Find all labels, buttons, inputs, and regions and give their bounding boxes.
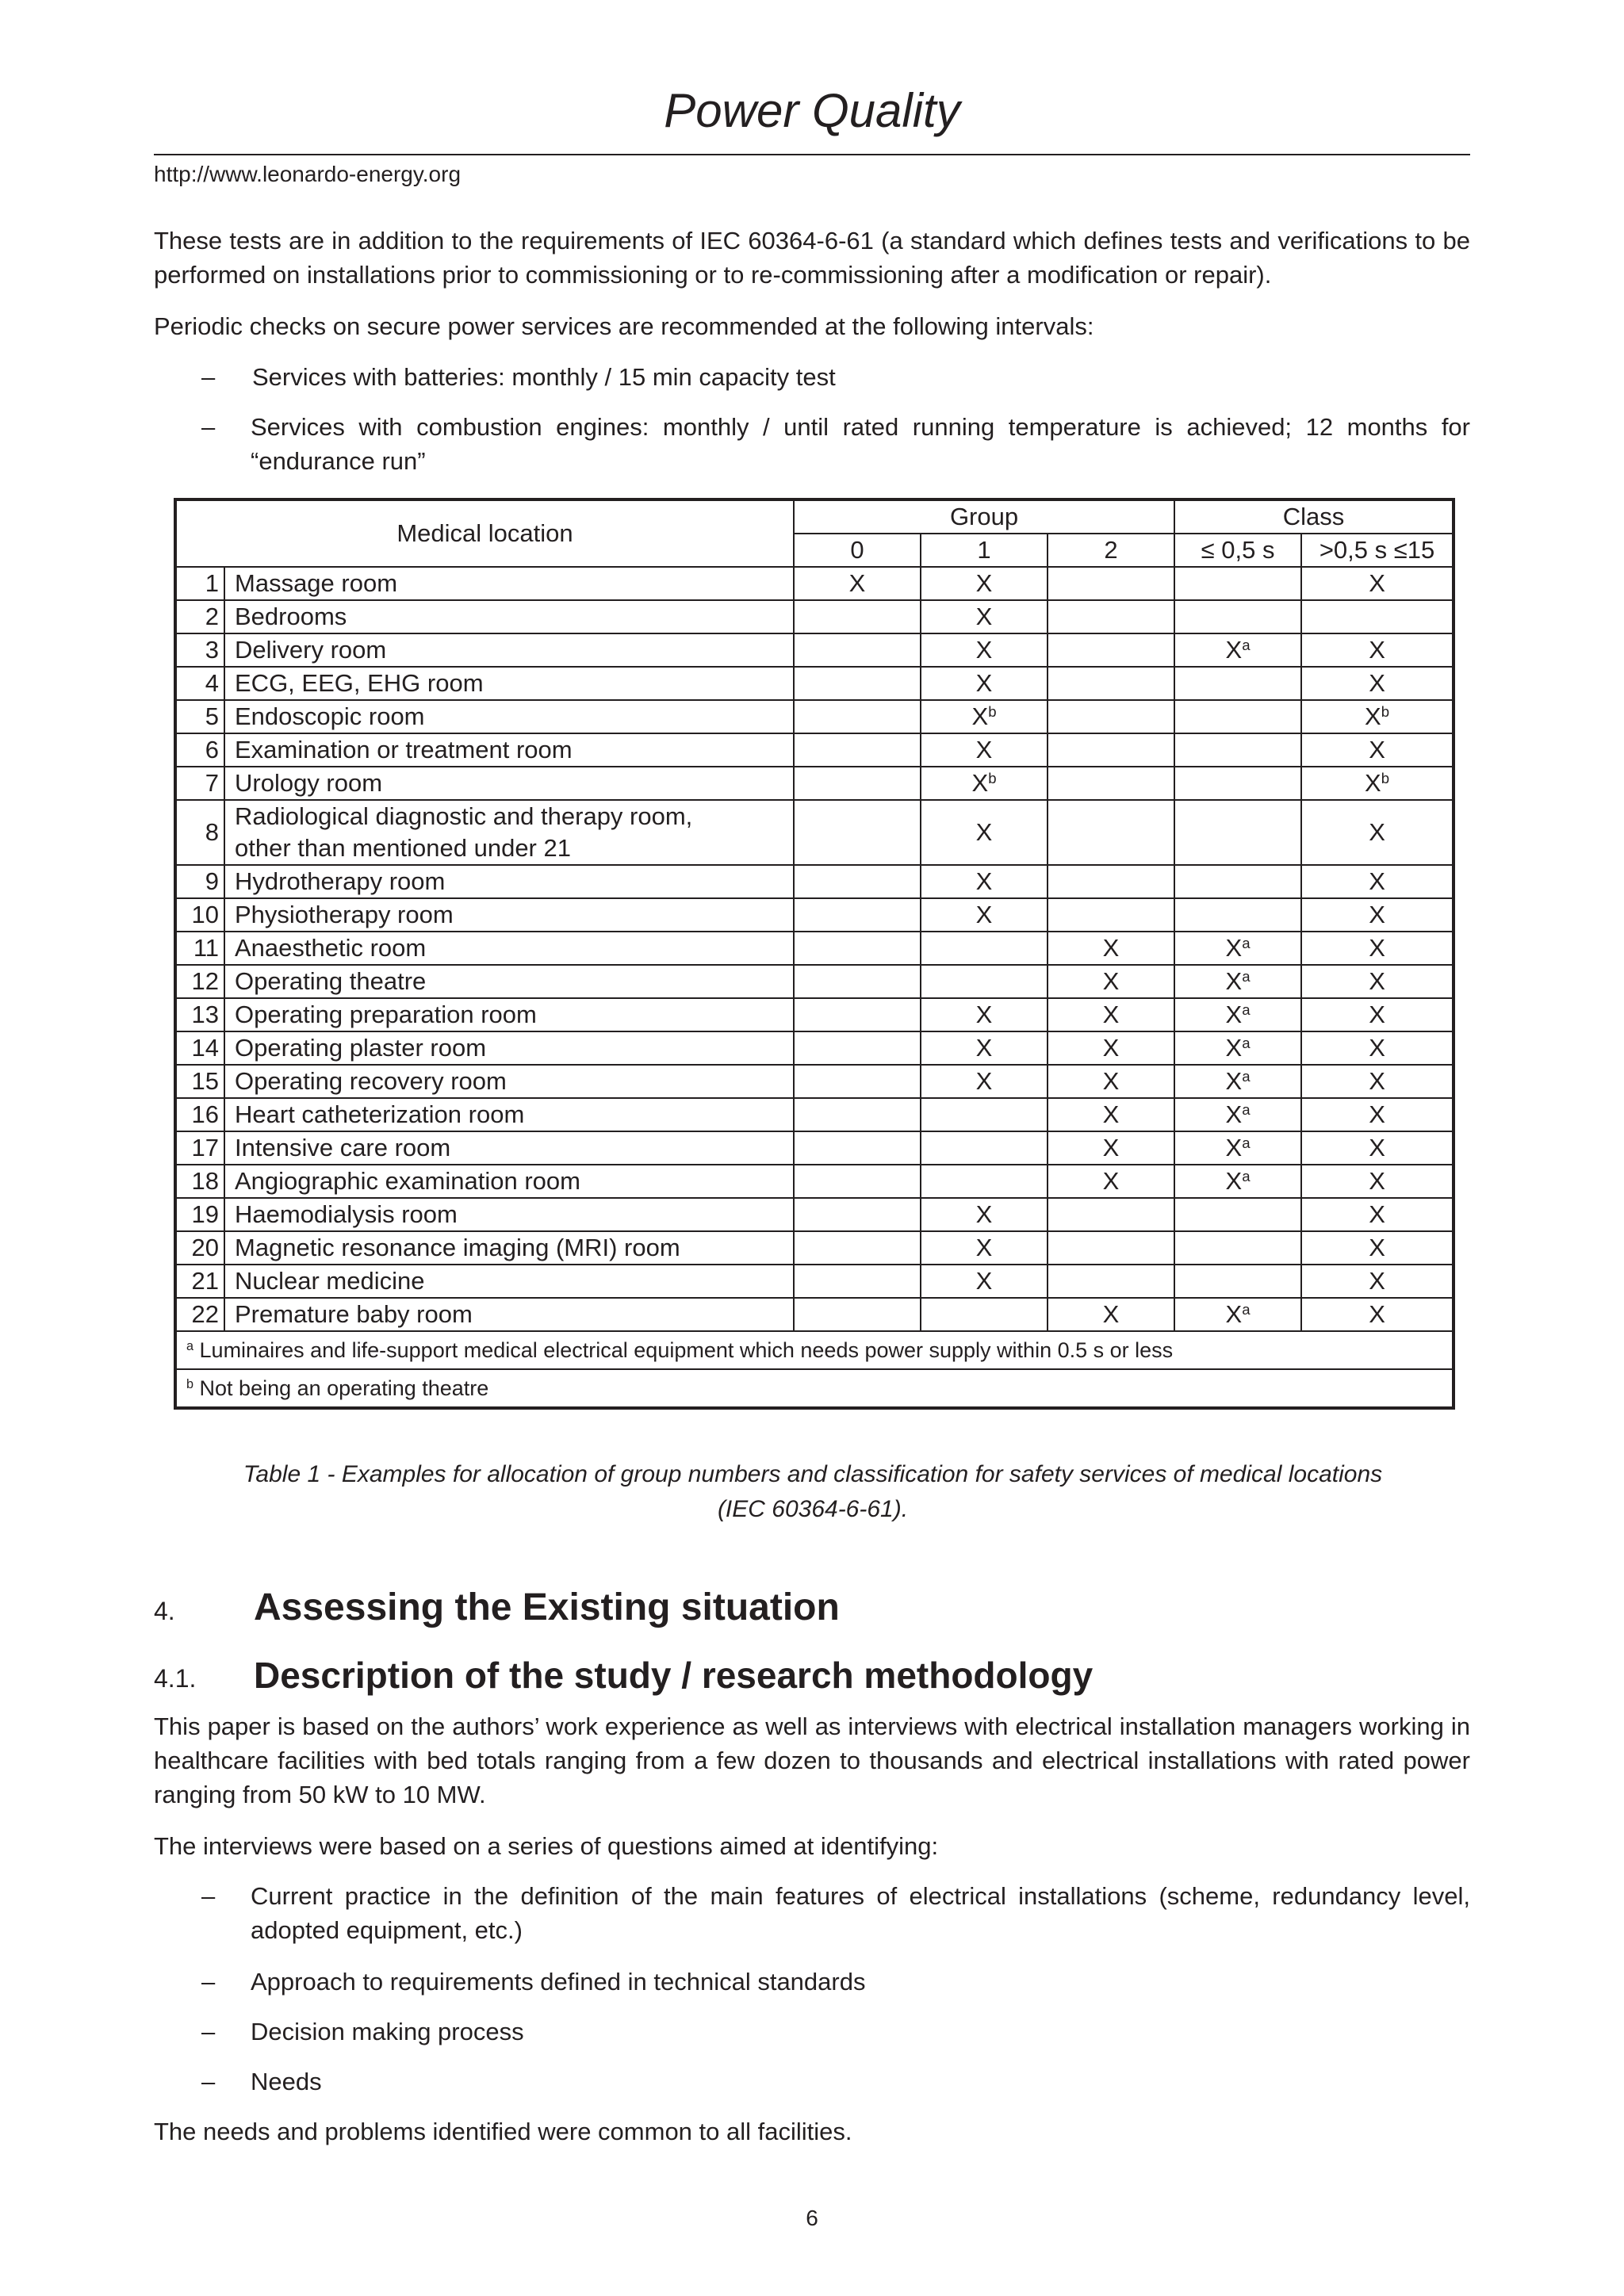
location-line-2: other than mentioned under 21: [235, 834, 571, 862]
section-4-1-paragraph-2: The interviews were based on a series of questions aimed at identifying:: [154, 1832, 939, 1860]
cell-c2: [1301, 1031, 1454, 1065]
cell-mark: X: [1102, 967, 1120, 995]
cell-mark: X: [1369, 1067, 1385, 1095]
section-4-1-paragraph-3: The needs and problems identified were common to all facilities.: [154, 2118, 852, 2145]
table-row: [175, 1265, 1454, 1298]
cell-footnote-marker: b: [1381, 702, 1390, 720]
cell-g0: [794, 1165, 921, 1198]
cell-c2: [1301, 700, 1454, 733]
cell-c1: [1174, 1131, 1301, 1165]
bullet-text: Services with batteries: monthly / 15 min capacity test: [252, 363, 836, 391]
cell-c1: [1174, 1198, 1301, 1231]
table-caption: [174, 1457, 1452, 1527]
medical-location-cell: Haemodialysis room: [224, 1198, 794, 1231]
cell-c2: [1301, 898, 1454, 932]
medical-location-cell: Premature baby room: [224, 1298, 794, 1331]
table-footnote-b-row: [175, 1369, 1454, 1408]
cell-c1: [1174, 1298, 1301, 1331]
cell-mark: X: [975, 1234, 993, 1261]
section-4-title: Assessing the Existing situation: [254, 1586, 840, 1628]
cell-footnote-marker: a: [1242, 967, 1251, 985]
row-number: 19: [175, 1198, 224, 1231]
cell-g1: [921, 1131, 1048, 1165]
cell-c1: [1174, 1065, 1301, 1098]
cell-g0: [794, 1031, 921, 1065]
cell-mark: X: [1102, 934, 1120, 962]
cell-mark: X: [1102, 1001, 1120, 1028]
footnote-marker-a: a: [186, 1339, 194, 1354]
cell-g1: [921, 865, 1048, 898]
cell-mark: X: [1225, 1001, 1243, 1028]
table-row: [175, 567, 1454, 600]
cell-c2: [1301, 1098, 1454, 1131]
table-row: [175, 1065, 1454, 1098]
cell-footnote-marker: b: [988, 702, 997, 720]
medical-location-cell: Nuclear medicine: [224, 1265, 794, 1298]
bullet-text: Approach to requirements defined in technical standards: [251, 1968, 866, 1996]
cell-g0: [794, 1265, 921, 1298]
medical-location-cell: Endoscopic room: [224, 700, 794, 733]
table-row: [175, 1298, 1454, 1331]
cell-g2: [1048, 998, 1174, 1031]
cell-mark: X: [1225, 1300, 1243, 1328]
cell-g0: [794, 898, 921, 932]
cell-mark: X: [1369, 1167, 1385, 1195]
cell-mark: X: [1102, 1134, 1120, 1161]
cell-g2: [1048, 600, 1174, 633]
cell-footnote-marker: b: [988, 769, 997, 786]
table-row: [175, 1231, 1454, 1265]
allocation-table: [174, 498, 1455, 1410]
cell-g1: [921, 932, 1048, 965]
cell-footnote-marker: a: [1242, 1034, 1251, 1051]
cell-mark: X: [975, 1200, 993, 1228]
cell-c1: [1174, 633, 1301, 667]
cell-c2: [1301, 998, 1454, 1031]
intro-paragraph-1: These tests are in addition to the requirements of IEC 60364-6-61 (a standard which defines tests and verifications to be performed on installations prior to commissioning or to re-commissioning after a modification or repair).: [154, 227, 1470, 289]
cell-g1: [921, 1165, 1048, 1198]
cell-mark: X: [1369, 901, 1385, 928]
cell-mark: X: [1225, 934, 1243, 962]
cell-g2: [1048, 1131, 1174, 1165]
cell-mark: X: [975, 1034, 993, 1062]
cell-mark: X: [1369, 1100, 1385, 1128]
cell-mark: X: [1369, 818, 1385, 846]
medical-location-cell: Intensive care room: [224, 1131, 794, 1165]
cell-g2: [1048, 767, 1174, 800]
table-row: [175, 600, 1454, 633]
cell-g0: [794, 633, 921, 667]
cell-mark: X: [1102, 1100, 1120, 1128]
cell-g1: [921, 1098, 1048, 1131]
section-4-1-paragraph-1: This paper is based on the authors’ work experience as well as interviews with electrical installation managers working in healthcare facilities with bed totals ranging from a few dozen to thousands and electrical installations with rated power ranging from 50 kW to 10 MW.: [154, 1712, 1470, 1808]
bullet-dash: –: [201, 413, 216, 441]
cell-c2: [1301, 1065, 1454, 1098]
cell-footnote-marker: a: [1242, 1001, 1251, 1018]
medical-location-cell: Examination or treatment room: [224, 733, 794, 767]
table-row: [175, 898, 1454, 932]
cell-mark: X: [1369, 1001, 1385, 1028]
medical-location-cell: Delivery room: [224, 633, 794, 667]
medical-location-cell: Operating recovery room: [224, 1065, 794, 1098]
cell-g2: [1048, 1098, 1174, 1131]
cell-g2: [1048, 932, 1174, 965]
table-row: [175, 1031, 1454, 1065]
cell-mark: X: [1102, 1167, 1120, 1195]
medical-location-cell: Heart catheterization room: [224, 1098, 794, 1131]
cell-c2: [1301, 1198, 1454, 1231]
cell-g0: [794, 865, 921, 898]
row-number: 18: [175, 1165, 224, 1198]
cell-footnote-marker: a: [1242, 1300, 1251, 1318]
header-group: Group: [794, 499, 1174, 534]
cell-g0: [794, 1298, 921, 1331]
bullet-text: Current practice in the definition of the main features of electrical installations (scheme, redundancy level, adopted equipment, etc.): [251, 1882, 1470, 1944]
row-number: 4: [175, 667, 224, 700]
cell-mark: X: [1365, 769, 1381, 797]
cell-c2: [1301, 633, 1454, 667]
cell-c2: [1301, 1231, 1454, 1265]
row-number: 13: [175, 998, 224, 1031]
table-row: [175, 1165, 1454, 1198]
caption-line-1: Table 1 - Examples for allocation of group numbers and classification for safety services of medical locations: [243, 1461, 1383, 1487]
cell-c1: [1174, 667, 1301, 700]
cell-footnote-marker: a: [1242, 1134, 1251, 1151]
cell-g1: [921, 1198, 1048, 1231]
cell-g0: [794, 932, 921, 965]
cell-mark: X: [1369, 1234, 1385, 1261]
cell-c2: [1301, 567, 1454, 600]
cell-g1: [921, 1265, 1048, 1298]
cell-mark: X: [1225, 1100, 1243, 1128]
cell-g1: [921, 767, 1048, 800]
cell-c1: [1174, 998, 1301, 1031]
table-row: [175, 1098, 1454, 1131]
cell-g2: [1048, 800, 1174, 865]
cell-g1: [921, 733, 1048, 767]
header-class-long: >0,5 s ≤15: [1301, 534, 1454, 567]
header-url: http://www.leonardo-energy.org: [154, 162, 462, 186]
bullet-dash: –: [201, 2068, 216, 2095]
page-number: 6: [806, 2206, 818, 2230]
row-number: 3: [175, 633, 224, 667]
table-footnote-a-row: [175, 1331, 1454, 1369]
cell-g2: [1048, 667, 1174, 700]
table-row: [175, 865, 1454, 898]
header-divider: [154, 154, 1470, 155]
cell-mark: X: [1225, 1167, 1243, 1195]
row-number: 11: [175, 932, 224, 965]
cell-g1: [921, 567, 1048, 600]
cell-mark: X: [1369, 1267, 1385, 1295]
cell-g0: [794, 733, 921, 767]
footnote-a-text: Luminaires and life-support medical electrical equipment which needs power supply within 0.5 s or less: [199, 1338, 1174, 1362]
footnote-a: [175, 1331, 1454, 1369]
cell-mark: X: [975, 1001, 993, 1028]
bullet-dash: –: [201, 2018, 216, 2045]
header-class: Class: [1174, 499, 1454, 534]
row-number: 10: [175, 898, 224, 932]
cell-c2: [1301, 600, 1454, 633]
section-4-1-number: 4.1.: [154, 1664, 197, 1693]
bullet-text: Needs: [251, 2068, 322, 2095]
bullet-dash: –: [201, 1968, 216, 1996]
row-number: 14: [175, 1031, 224, 1065]
cell-c1: [1174, 567, 1301, 600]
cell-mark: X: [1102, 1300, 1120, 1328]
cell-mark: X: [975, 669, 993, 697]
cell-g1: [921, 700, 1048, 733]
cell-g0: [794, 1198, 921, 1231]
table-row: [175, 998, 1454, 1031]
cell-g0: [794, 667, 921, 700]
cell-mark: X: [975, 636, 993, 664]
cell-c1: [1174, 1098, 1301, 1131]
row-number: 15: [175, 1065, 224, 1098]
cell-g1: [921, 998, 1048, 1031]
cell-g2: [1048, 1265, 1174, 1298]
cell-g0: [794, 998, 921, 1031]
table-row: [175, 633, 1454, 667]
cell-g0: [794, 800, 921, 865]
cell-mark: X: [975, 736, 993, 763]
row-number: 22: [175, 1298, 224, 1331]
location-line-1: Radiological diagnostic and therapy room,: [235, 802, 693, 830]
cell-g2: [1048, 865, 1174, 898]
cell-footnote-marker: b: [1381, 769, 1390, 786]
table-row: [175, 800, 1454, 865]
section-4-number: 4.: [154, 1597, 175, 1625]
cell-g2: [1048, 1065, 1174, 1098]
cell-footnote-marker: a: [1242, 636, 1251, 653]
cell-c1: [1174, 1231, 1301, 1265]
cell-g0: [794, 1098, 921, 1131]
cell-c1: [1174, 733, 1301, 767]
table-row: [175, 932, 1454, 965]
medical-location-cell: Operating plaster room: [224, 1031, 794, 1065]
medical-location-cell: Massage room: [224, 567, 794, 600]
medical-location-cell: Bedrooms: [224, 600, 794, 633]
cell-g1: [921, 1065, 1048, 1098]
row-number: 16: [175, 1098, 224, 1131]
cell-g1: [921, 965, 1048, 998]
cell-c1: [1174, 932, 1301, 965]
cell-c2: [1301, 865, 1454, 898]
bullet-text: Decision making process: [251, 2018, 524, 2045]
cell-g0: [794, 567, 921, 600]
cell-mark: X: [971, 769, 989, 797]
row-number: 8: [175, 800, 224, 865]
row-number: 20: [175, 1231, 224, 1265]
header-class-short: ≤ 0,5 s: [1174, 534, 1301, 567]
cell-c2: [1301, 965, 1454, 998]
cell-g2: [1048, 1231, 1174, 1265]
table-row: [175, 1131, 1454, 1165]
cell-g1: [921, 1298, 1048, 1331]
cell-footnote-marker: a: [1242, 1067, 1251, 1085]
cell-mark: X: [1102, 1034, 1120, 1062]
cell-mark: X: [1369, 669, 1385, 697]
cell-c2: [1301, 733, 1454, 767]
cell-c1: [1174, 700, 1301, 733]
cell-mark: X: [975, 1267, 993, 1295]
cell-c1: [1174, 898, 1301, 932]
cell-mark: X: [975, 1067, 993, 1095]
table-row: [175, 733, 1454, 767]
table-row: [175, 965, 1454, 998]
caption-line-2: (IEC 60364-6-61).: [717, 1496, 909, 1522]
cell-g0: [794, 965, 921, 998]
cell-mark: X: [1369, 1134, 1385, 1161]
cell-c1: [1174, 1031, 1301, 1065]
row-number: 21: [175, 1265, 224, 1298]
cell-g2: [1048, 1165, 1174, 1198]
cell-mark: X: [971, 702, 989, 730]
cell-g1: [921, 667, 1048, 700]
cell-g2: [1048, 1198, 1174, 1231]
cell-g2: [1048, 733, 1174, 767]
cell-mark: X: [1369, 934, 1385, 962]
medical-location-cell: Magnetic resonance imaging (MRI) room: [224, 1231, 794, 1265]
cell-mark: X: [1369, 1200, 1385, 1228]
cell-g0: [794, 700, 921, 733]
cell-g0: [794, 1231, 921, 1265]
cell-mark: X: [975, 818, 993, 846]
cell-c2: [1301, 932, 1454, 965]
medical-location-cell: [224, 800, 794, 865]
cell-c1: [1174, 800, 1301, 865]
table-header-row-1: [175, 499, 1454, 534]
bullet-dash: –: [201, 1882, 216, 1910]
row-number: 12: [175, 965, 224, 998]
table-row: [175, 1198, 1454, 1231]
cell-g2: [1048, 1031, 1174, 1065]
cell-mark: X: [1369, 1300, 1385, 1328]
header-medical-location: Medical location: [175, 499, 794, 567]
medical-location-cell: Urology room: [224, 767, 794, 800]
footnote-marker-b: b: [186, 1377, 194, 1392]
cell-g0: [794, 1131, 921, 1165]
medical-location-cell: Operating preparation room: [224, 998, 794, 1031]
cell-footnote-marker: a: [1242, 1167, 1251, 1184]
medical-location-cell: ECG, EEG, EHG room: [224, 667, 794, 700]
bullet-text: Services with combustion engines: monthly / until rated running temperature is achieved; 12 months for “endurance run”: [251, 413, 1470, 475]
cell-mark: X: [848, 569, 866, 597]
table-row: [175, 767, 1454, 800]
cell-mark: X: [1369, 736, 1385, 763]
section-4-1-title: Description of the study / research methodology: [254, 1655, 1094, 1696]
table-body: [175, 567, 1454, 1331]
cell-mark: X: [975, 901, 993, 928]
cell-c2: [1301, 1165, 1454, 1198]
medical-location-cell: Hydrotherapy room: [224, 865, 794, 898]
running-header-title: Power Quality: [664, 84, 960, 137]
cell-mark: X: [1225, 1067, 1243, 1095]
cell-mark: X: [1369, 1034, 1385, 1062]
cell-mark: X: [1102, 1067, 1120, 1095]
cell-mark: X: [1365, 702, 1381, 730]
cell-g1: [921, 1031, 1048, 1065]
cell-g0: [794, 600, 921, 633]
cell-c2: [1301, 667, 1454, 700]
cell-g2: [1048, 700, 1174, 733]
cell-c1: [1174, 1265, 1301, 1298]
cell-c2: [1301, 1298, 1454, 1331]
cell-g2: [1048, 567, 1174, 600]
cell-g2: [1048, 1298, 1174, 1331]
cell-mark: X: [1225, 636, 1243, 664]
footnote-b-text: Not being an operating theatre: [199, 1376, 489, 1400]
row-number: 7: [175, 767, 224, 800]
row-number: 6: [175, 733, 224, 767]
row-number: 9: [175, 865, 224, 898]
cell-mark: X: [1225, 1034, 1243, 1062]
medical-location-cell: Anaesthetic room: [224, 932, 794, 965]
table-row: [175, 700, 1454, 733]
cell-c2: [1301, 767, 1454, 800]
row-number: 1: [175, 567, 224, 600]
medical-location-cell: Angiographic examination room: [224, 1165, 794, 1198]
header-group-0: 0: [794, 534, 921, 567]
row-number: 2: [175, 600, 224, 633]
cell-mark: X: [1225, 1134, 1243, 1161]
cell-mark: X: [1369, 636, 1385, 664]
row-number: 5: [175, 700, 224, 733]
cell-mark: X: [975, 569, 993, 597]
cell-g1: [921, 800, 1048, 865]
cell-mark: X: [975, 867, 993, 895]
cell-g1: [921, 898, 1048, 932]
row-number: 17: [175, 1131, 224, 1165]
cell-g2: [1048, 898, 1174, 932]
cell-c1: [1174, 965, 1301, 998]
cell-mark: X: [1369, 867, 1385, 895]
bullet-dash: –: [201, 363, 216, 391]
cell-c1: [1174, 865, 1301, 898]
intro-paragraph-2: Periodic checks on secure power services are recommended at the following intervals:: [154, 312, 1094, 340]
cell-g0: [794, 767, 921, 800]
cell-c1: [1174, 600, 1301, 633]
cell-c1: [1174, 767, 1301, 800]
cell-g2: [1048, 633, 1174, 667]
cell-mark: X: [1369, 967, 1385, 995]
cell-mark: X: [1225, 967, 1243, 995]
cell-mark: X: [1369, 569, 1385, 597]
header-group-2: 2: [1048, 534, 1174, 567]
cell-c2: [1301, 1265, 1454, 1298]
cell-g0: [794, 1065, 921, 1098]
header-group-1: 1: [921, 534, 1048, 567]
footnote-b: [175, 1369, 1454, 1408]
cell-c1: [1174, 1165, 1301, 1198]
cell-g1: [921, 600, 1048, 633]
cell-g1: [921, 1231, 1048, 1265]
cell-footnote-marker: a: [1242, 1100, 1251, 1118]
cell-c2: [1301, 1131, 1454, 1165]
medical-location-cell: Operating theatre: [224, 965, 794, 998]
cell-g1: [921, 633, 1048, 667]
cell-g2: [1048, 965, 1174, 998]
medical-location-cell: Physiotherapy room: [224, 898, 794, 932]
cell-mark: X: [975, 603, 993, 630]
table-row: [175, 667, 1454, 700]
cell-c2: [1301, 800, 1454, 865]
cell-footnote-marker: a: [1242, 934, 1251, 951]
